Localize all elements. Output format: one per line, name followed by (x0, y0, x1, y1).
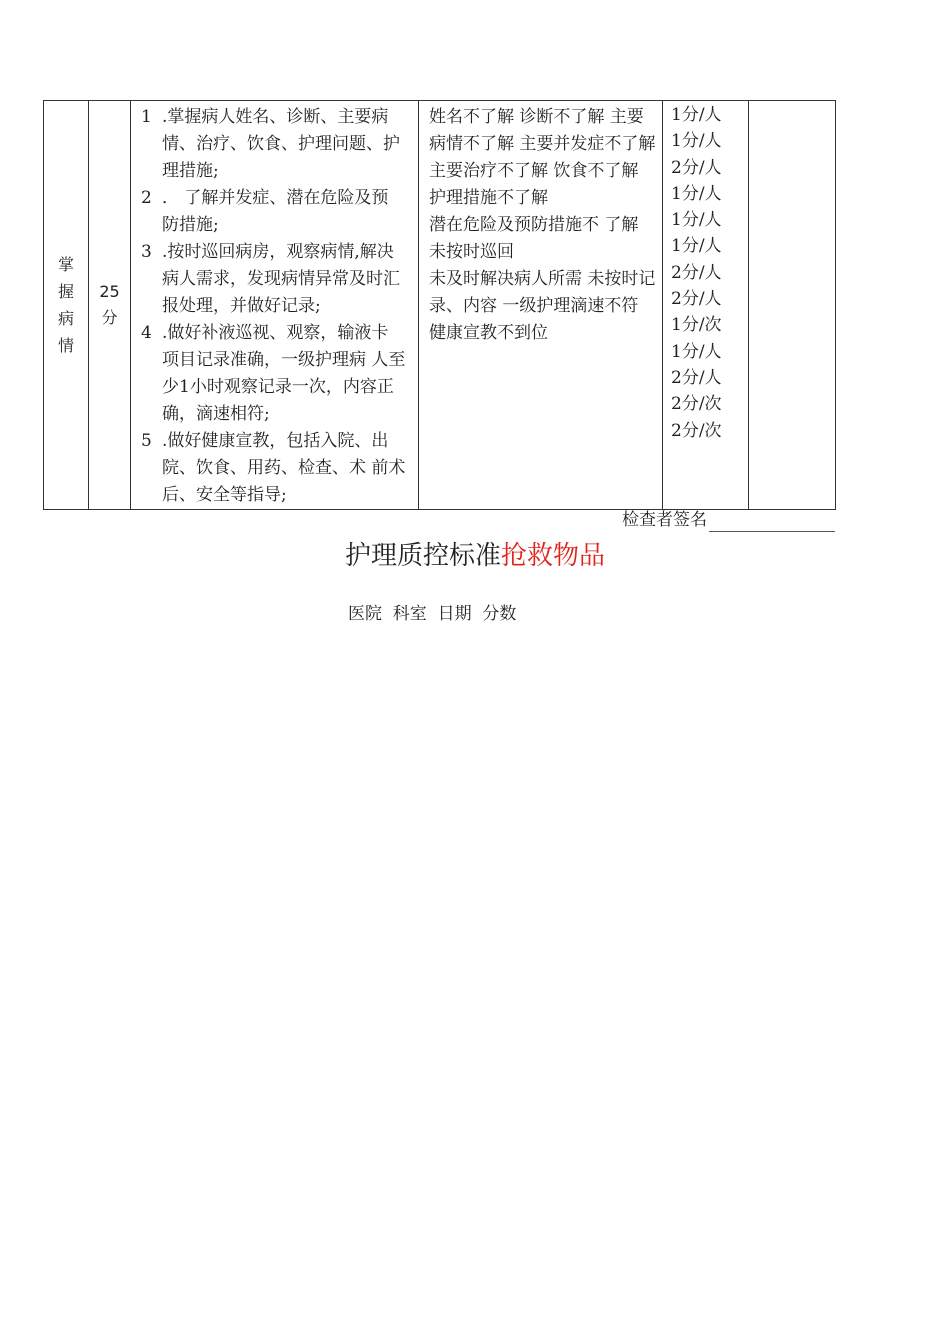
point-value: 1分/人 (671, 236, 722, 257)
requirement-number: 3 (141, 242, 152, 262)
signature-line[interactable] (709, 514, 835, 532)
point-value: 1分/人 (671, 341, 722, 362)
table-row (44, 101, 836, 510)
actual-score-cell[interactable] (749, 101, 836, 510)
deduction-item: 护理措施不了解 (429, 188, 548, 208)
deduction-item: 未按时巡回 (429, 242, 514, 262)
deduction-item: 姓名不了解 诊断不了解 主要病情不了解 主要并发症不了解 主要治疗不了解 饮食不了解 (429, 107, 656, 181)
points-cell (663, 101, 749, 510)
requirement-number: 2 (141, 188, 152, 208)
title-highlight: 抢救物品 (501, 541, 606, 571)
page-title (0, 538, 950, 574)
category-char: 掌 (57, 255, 74, 274)
point-value: 1分/次 (671, 315, 722, 336)
point-value: 2分/人 (671, 157, 722, 178)
requirement-number: 4 (141, 323, 152, 343)
requirement-item (141, 428, 408, 509)
requirement-item (141, 185, 408, 239)
requirement-item (141, 239, 408, 320)
category-char: 情 (57, 336, 74, 355)
point-value: 2分/人 (671, 289, 722, 310)
deduction-item: 潜在危险及预防措施不 了解 (429, 215, 639, 235)
meta-line: 医院 科室 日期 分数 (348, 604, 517, 624)
deductions-cell (419, 101, 663, 510)
requirement-item (141, 104, 408, 185)
requirement-text: .掌握病人姓名、诊断、主要病情、治疗、饮食、护理问题、护理措施; (162, 107, 400, 181)
requirement-text: .按时巡回病房，观察病情,解决病人需求，发现病情异常及时汇报处理，并做好记录; (162, 242, 400, 316)
point-value: 1分/人 (671, 210, 722, 231)
point-value: 2分/次 (671, 420, 722, 441)
title-prefix: 护理质控标准 (344, 541, 501, 571)
point-value: 2分/人 (671, 262, 722, 283)
category-cell (44, 101, 89, 510)
requirement-text: .做好补液巡视、观察，输液卡 项目记录准确，一级护理病 人至少1小时观察记录一次，内容正确，滴速相符; (162, 323, 406, 424)
requirement-text: .做好健康宣教，包括入院、出 院、饮食、用药、检查、术 前术后、安全等指导; (162, 431, 406, 505)
requirements-cell (131, 101, 419, 510)
point-value: 1分/人 (671, 183, 722, 204)
point-value: 2分/人 (671, 367, 722, 388)
score-cell (89, 101, 131, 510)
signature-label: 检查者签名 (622, 510, 707, 530)
requirement-text: ． 了解并发症、潜在危险及预 防措施; (162, 188, 389, 235)
point-value: 1分/人 (671, 131, 722, 152)
requirement-number: 5 (141, 431, 152, 451)
score-value: 25 (99, 282, 120, 301)
standards-table (43, 100, 836, 510)
inspector-signature (622, 508, 835, 532)
score-unit: 分 (101, 308, 118, 327)
deduction-item: 未及时解决病人所需 未按时记录、内容 一级护理滴速不符 健康宣教不到位 (429, 269, 656, 343)
category-char: 握 (57, 282, 74, 301)
requirement-number: 1 (141, 107, 152, 127)
point-value: 1分/人 (671, 105, 722, 125)
requirement-item (141, 320, 408, 428)
point-value: 2分/次 (671, 394, 722, 415)
category-char: 病 (57, 309, 74, 328)
